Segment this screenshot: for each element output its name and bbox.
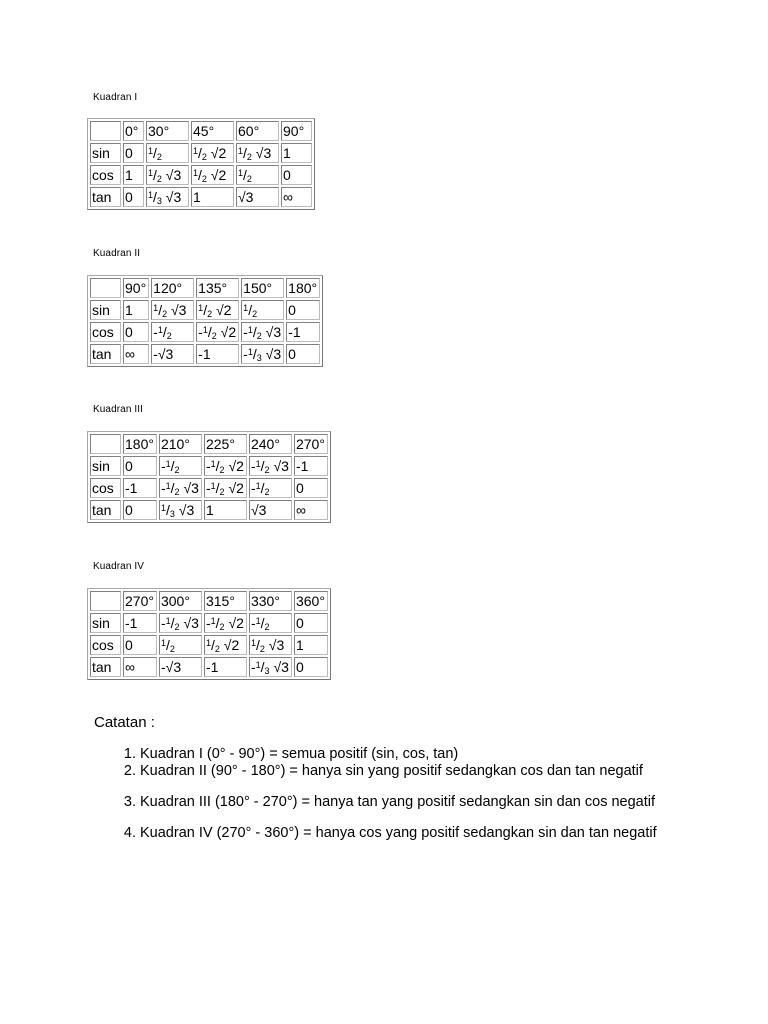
fraction: $^1/_2$ √3 <box>238 145 272 162</box>
table-row-cos <box>90 165 312 185</box>
value-cell: 0 <box>281 165 312 185</box>
fraction: $-^1/_3$ √3 <box>243 346 282 363</box>
value-cell: 30° <box>146 121 189 141</box>
value-cell <box>159 613 202 633</box>
value-cell: 330° <box>249 591 292 611</box>
row-label-cell: cos <box>90 165 121 185</box>
value-cell: -1 <box>123 613 157 633</box>
value-cell <box>241 344 284 364</box>
value-cell: -1 <box>123 478 157 498</box>
value-cell: 0 <box>123 143 144 163</box>
value-cell <box>249 657 292 677</box>
value-cell <box>249 613 292 633</box>
value-cell <box>204 635 247 655</box>
value-cell: 45° <box>191 121 234 141</box>
fraction: $^1/_2$ <box>243 302 258 319</box>
table-row-tan <box>90 500 328 520</box>
value-cell: 210° <box>159 434 202 454</box>
value-cell: 1 <box>294 635 328 655</box>
fraction: $-^1/_2$ <box>160 458 180 475</box>
value-cell: 0 <box>286 344 320 364</box>
value-cell: -1 <box>196 344 239 364</box>
table-row-sin <box>90 143 312 163</box>
value-cell: -√3 <box>151 344 194 364</box>
fraction: $-^1/_2$ <box>250 615 270 632</box>
value-cell <box>159 500 202 520</box>
row-label-cell: cos <box>90 635 121 655</box>
value-cell <box>249 478 292 498</box>
value-cell: 0 <box>123 635 157 655</box>
value-cell <box>236 143 279 163</box>
quadrant-4-table <box>87 588 331 680</box>
fraction: $-^1/_2$ √3 <box>250 458 289 475</box>
value-cell: 180° <box>123 434 157 454</box>
fraction: $-^1/_2$ √2 <box>205 615 244 632</box>
value-cell: 0 <box>123 187 144 207</box>
value-cell <box>146 143 189 163</box>
value-cell: 0 <box>286 300 320 320</box>
row-label-cell <box>90 121 121 141</box>
row-label-cell: tan <box>90 657 121 677</box>
fraction: $-^1/_2$ √2 <box>205 480 244 497</box>
value-cell <box>241 300 284 320</box>
value-cell <box>249 635 292 655</box>
row-label-cell <box>90 434 121 454</box>
quadrant-3-title: Kuadran III <box>93 404 144 415</box>
value-cell: 0 <box>123 456 157 476</box>
value-cell: ∞ <box>281 187 312 207</box>
value-cell <box>151 322 194 342</box>
value-cell: 0 <box>123 322 149 342</box>
quadrant-3-table <box>87 431 331 523</box>
value-cell <box>151 300 194 320</box>
table-row-cos <box>90 322 320 342</box>
value-cell: 270° <box>294 434 328 454</box>
value-cell: 1 <box>123 165 144 185</box>
value-cell: -√3 <box>159 657 202 677</box>
fraction: $-^1/_2$ <box>153 324 172 341</box>
fraction: $-^1/_2$ √3 <box>243 324 282 341</box>
value-cell <box>241 322 284 342</box>
quadrant-4-title: Kuadran IV <box>93 561 145 572</box>
value-cell <box>191 143 234 163</box>
row-label-cell: tan <box>90 500 121 520</box>
quadrant-1-table <box>87 118 315 210</box>
fraction: $-^1/_2$ √2 <box>205 458 244 475</box>
fraction: $^1/_2$ √2 <box>198 302 232 319</box>
value-cell: 135° <box>196 278 239 298</box>
value-cell: -1 <box>204 657 247 677</box>
fraction: $^1/_2$ <box>238 167 252 184</box>
fraction: $-^1/_2$ √3 <box>160 615 199 632</box>
value-cell <box>146 187 189 207</box>
note-item-3: 3. Kuadran III (180° - 270°) = hanya tan yang positif sedangkan sin dan cos negatif <box>140 794 740 811</box>
value-cell: 150° <box>241 278 284 298</box>
value-cell: 270° <box>123 591 157 611</box>
value-cell: 90° <box>281 121 312 141</box>
fraction: $^1/_2$ <box>160 637 175 654</box>
value-cell: 1 <box>204 500 247 520</box>
value-cell <box>196 322 239 342</box>
fraction: $^1/_2$ √3 <box>153 302 187 319</box>
row-label-cell: cos <box>90 322 121 342</box>
value-cell: 0 <box>123 500 157 520</box>
value-cell: 0° <box>123 121 144 141</box>
value-cell: ∞ <box>294 500 328 520</box>
value-cell: 1 <box>123 300 149 320</box>
value-cell <box>146 165 189 185</box>
quadrant-2-title: Kuadran II <box>93 248 141 259</box>
row-label-cell <box>90 278 121 298</box>
fraction: $-^1/_2$ <box>250 480 270 497</box>
value-cell: 60° <box>236 121 279 141</box>
value-cell: 1 <box>281 143 312 163</box>
row-label-cell: tan <box>90 344 121 364</box>
table-row-tan <box>90 344 320 364</box>
table-row-tan <box>90 187 312 207</box>
value-cell: 360° <box>294 591 328 611</box>
fraction: $^1/_3$ √3 <box>148 189 182 206</box>
value-cell: 225° <box>204 434 247 454</box>
row-label-cell: sin <box>90 456 121 476</box>
value-cell <box>249 456 292 476</box>
value-cell: √3 <box>249 500 292 520</box>
fraction: $^1/_2$ √2 <box>193 167 227 184</box>
table-row-sin <box>90 613 328 633</box>
fraction: $^1/_2$ <box>148 145 162 162</box>
quadrant-1-title: Kuadran I <box>93 92 138 103</box>
value-cell <box>204 613 247 633</box>
value-cell <box>159 635 202 655</box>
fraction: $^1/_2$ √3 <box>250 637 285 654</box>
table-row-tan <box>90 657 328 677</box>
header-row <box>90 121 312 141</box>
header-row <box>90 278 320 298</box>
fraction: $-^1/_2$ √3 <box>160 480 199 497</box>
value-cell <box>236 165 279 185</box>
value-cell <box>191 165 234 185</box>
value-cell <box>196 300 239 320</box>
value-cell: ∞ <box>123 657 157 677</box>
table-row-cos <box>90 478 328 498</box>
note-item-1: 1. Kuadran I (0° - 90°) = semua positif (sin, cos, tan) <box>140 746 740 763</box>
header-row <box>90 434 328 454</box>
value-cell: √3 <box>236 187 279 207</box>
value-cell: -1 <box>294 456 328 476</box>
row-label-cell: tan <box>90 187 121 207</box>
table-row-sin <box>90 300 320 320</box>
value-cell: 90° <box>123 278 149 298</box>
value-cell: 240° <box>249 434 292 454</box>
row-label-cell <box>90 591 121 611</box>
fraction: $^1/_3$ √3 <box>160 502 195 519</box>
value-cell: 0 <box>294 613 328 633</box>
fraction: $^1/_2$ √2 <box>205 637 240 654</box>
table-row-cos <box>90 635 328 655</box>
notes-list <box>94 746 740 842</box>
row-label-cell: sin <box>90 143 121 163</box>
row-label-cell: sin <box>90 613 121 633</box>
value-cell: 0 <box>294 657 328 677</box>
quadrant-2-table <box>87 275 323 367</box>
value-cell: 0 <box>294 478 328 498</box>
row-label-cell: cos <box>90 478 121 498</box>
notes-heading: Catatan : <box>94 714 155 731</box>
note-item-4: 4. Kuadran IV (270° - 360°) = hanya cos yang positif sedangkan sin dan tan negatif <box>140 825 740 842</box>
value-cell: ∞ <box>123 344 149 364</box>
value-cell <box>159 456 202 476</box>
header-row <box>90 591 328 611</box>
value-cell: 120° <box>151 278 194 298</box>
value-cell: 300° <box>159 591 202 611</box>
value-cell: 180° <box>286 278 320 298</box>
value-cell <box>204 478 247 498</box>
value-cell <box>204 456 247 476</box>
value-cell <box>159 478 202 498</box>
fraction: $^1/_2$ √3 <box>148 167 182 184</box>
table-row-sin <box>90 456 328 476</box>
row-label-cell: sin <box>90 300 121 320</box>
fraction: $^1/_2$ √2 <box>193 145 227 162</box>
fraction: $-^1/_3$ √3 <box>250 659 289 676</box>
note-item-2: 2. Kuadran II (90° - 180°) = hanya sin yang positif sedangkan cos dan tan negatif <box>140 763 740 780</box>
value-cell: 1 <box>191 187 234 207</box>
fraction: $-^1/_2$ √2 <box>198 324 237 341</box>
value-cell: 315° <box>204 591 247 611</box>
value-cell: -1 <box>286 322 320 342</box>
